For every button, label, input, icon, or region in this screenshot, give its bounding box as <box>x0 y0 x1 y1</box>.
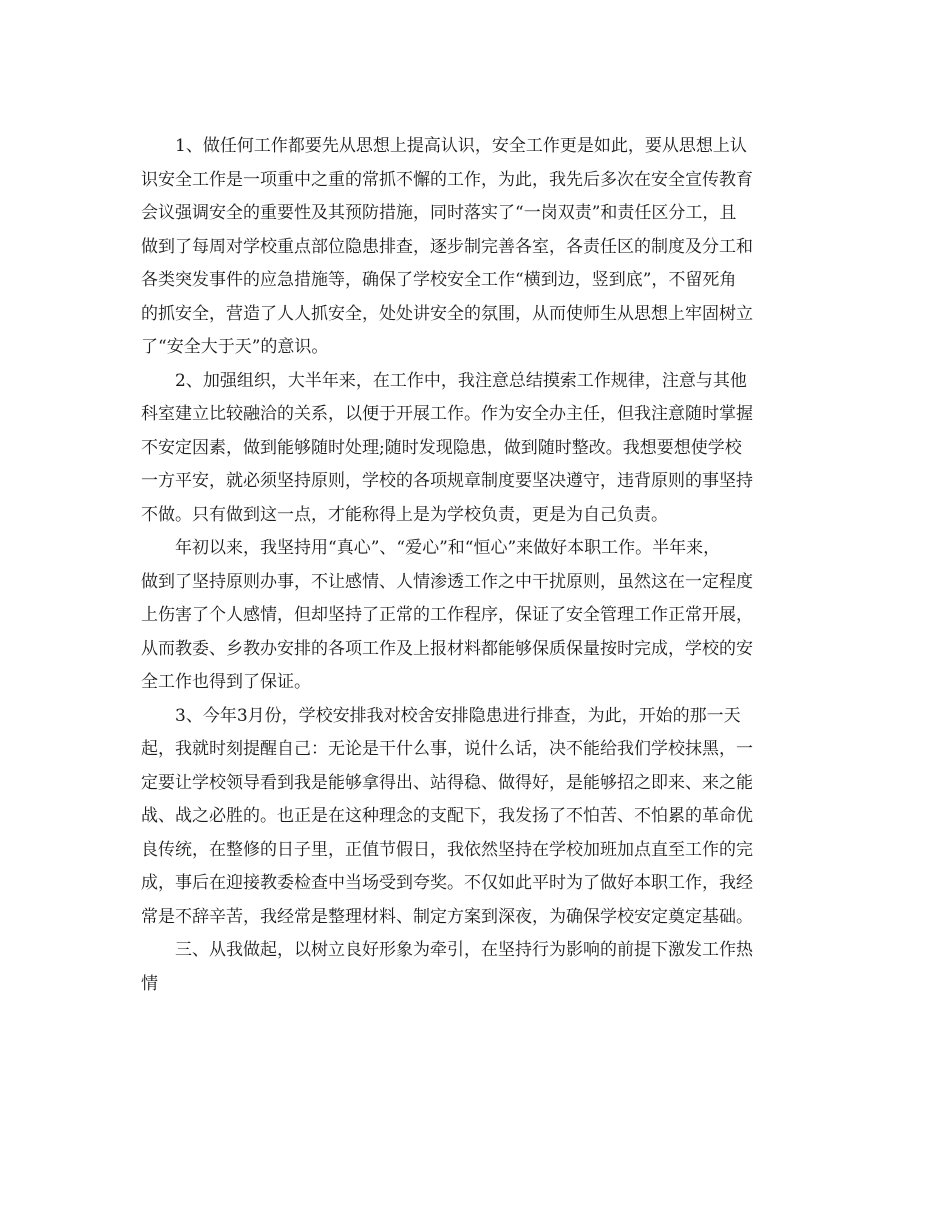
text-line: 1、做任何工作都要先从思想上提高认识，安全工作更是如此，要从思想上认 <box>141 136 747 156</box>
text-line: 了“安全大于天”的意识。 <box>141 337 329 357</box>
text-line: 识安全工作是一项重中之重的常抓不懈的工作，为此，我先后多次在安全宣传教育 <box>141 169 753 190</box>
text-line: 做到了每周对学校重点部位隐患排查，逐步制完善各室，各责任区的制度及分工和 <box>141 236 753 257</box>
text-line: 良传统，在整修的日子里，正值节假日，我依然坚持在学校加班加点直至工作的完 <box>141 839 753 860</box>
text-line: 上伤害了个人感情，但却坚持了正常的工作程序，保证了安全管理工作正常开展， <box>141 605 753 625</box>
text-line: 不安定因素，做到能够随时处理;随时发现隐患，做到随时整改。我想要想使学校 <box>141 437 742 458</box>
text-line: 会议强调安全的重要性及其预防措施，同时落实了“一岗双责”和责任区分工，且 <box>141 203 737 223</box>
text-line: 不做。只有做到这一点，才能称得上是为学校负责，更是为自己负责。 <box>141 504 668 525</box>
text-line: 起，我就时刻提醒自己：无论是干什么事，说什么话，决不能给我们学校抹黑，一 <box>141 739 753 759</box>
text-line: 2、加强组织，大半年来，在工作中，我注意总结摸索工作规律，注意与其他 <box>141 370 747 391</box>
text-line: 情 <box>141 973 158 994</box>
text-line: 全工作也得到了保证。 <box>141 672 311 692</box>
text-line: 各类突发事件的应急措施等，确保了学校安全工作“横到边，竖到底”，不留死角 <box>141 270 737 290</box>
text-line: 做到了坚持原则办事，不让感情、人情渗透工作之中干扰原则，虽然这在一定程度 <box>141 571 753 592</box>
text-line: 年初以来，我坚持用“真心”、“爱心”和“恒心”来做好本职工作。半年来， <box>141 538 721 558</box>
text-line: 三、从我做起，以树立良好形象为牵引，在坚持行为影响的前提下激发工作热 <box>141 940 753 960</box>
text-line: 科室建立比较融洽的关系，以便于开展工作。作为安全办主任，但我注意随时掌握 <box>141 404 753 424</box>
text-line: 3、今年3月份，学校安排我对校舍安排隐患进行排查，为此，开始的那一天 <box>141 705 741 726</box>
text-line: 从而教委、乡教办安排的各项工作及上报材料都能够保质保量按时完成，学校的安 <box>141 638 753 659</box>
document-body <box>141 130 831 1001</box>
text-line: 常是不辞辛苦，我经常是整理材料、制定方案到深夜，为确保学校安定奠定基础。 <box>141 906 753 927</box>
text-line: 定要让学校领导看到我是能够拿得出、站得稳、做得好，是能够招之即来、来之能 <box>141 772 753 793</box>
text-line: 的抓安全，营造了人人抓安全，处处讲安全的氛围，从而使师生从思想上牢固树立 <box>141 303 753 324</box>
text-line: 战、战之必胜的。也正是在这种理念的支配下，我发扬了不怕苦、不怕累的革命优 <box>141 806 753 826</box>
text-line: 成，事后在迎接教委检查中当场受到夸奖。不仅如此平时为了做好本职工作，我经 <box>141 873 753 893</box>
text-line: 一方平安，就必须坚持原则，学校的各项规章制度要坚决遵守，违背原则的事坚持 <box>141 471 753 491</box>
